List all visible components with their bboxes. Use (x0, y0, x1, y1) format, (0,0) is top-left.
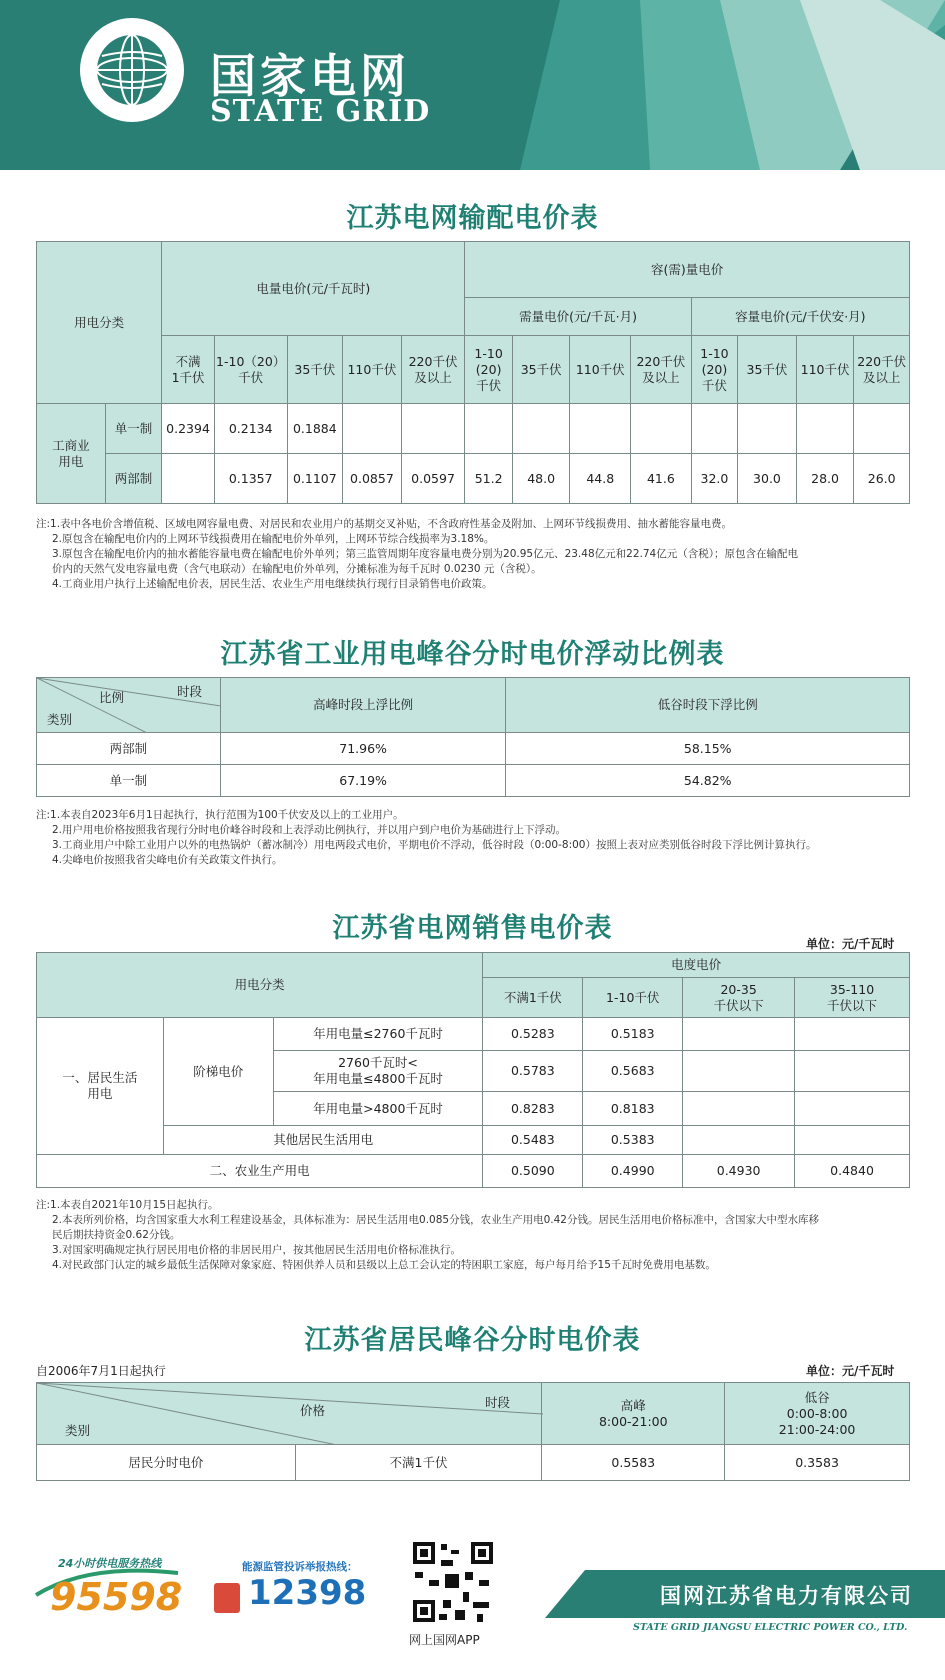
t2-corner-cell (37, 678, 221, 733)
t1-value: 44.8 (570, 454, 631, 504)
t4-peak-header: 高峰 8:00-21:00 (542, 1383, 725, 1445)
t1-value: 0.1357 (214, 454, 287, 504)
table4-title: 江苏省居民峰谷分时电价表 (304, 1325, 641, 1356)
t3-tier-name: 年用电量>4800千瓦时 (273, 1092, 483, 1126)
t3-value: 0.5183 (583, 1018, 683, 1051)
t2-row-label: 两部制 (37, 733, 221, 765)
t1-cap-col-header: 110千伏 (796, 336, 854, 404)
t1-value: 0.0857 (343, 454, 402, 504)
note-line: 价内的天然气发电容量电费（含气电联动）在输配电价外单列，分摊标准为每千瓦时 0.0230 元（含税）。 (52, 563, 542, 575)
table2-title: 江苏省工业用电峰谷分时电价浮动比例表 (220, 639, 725, 670)
t2-row-label: 单一制 (37, 765, 221, 797)
note-line: 注:1.表中各电价含增值税、区域电网容量电费、对居民和农业用户的基期交叉补贴，不含政府性基金及附加、上网环节线损费用、抽水蓄能容量电费。 (36, 518, 733, 530)
t1-energy-col-header: 220千伏 及以上 (401, 336, 465, 404)
note-line: 4.工商业用户执行上述输配电价表，居民生活、农业生产用电继续执行现行目录销售电价政策。 (52, 578, 493, 590)
t4-row-sub: 不满1千伏 (295, 1445, 542, 1481)
t3-value (795, 1051, 910, 1092)
t3-value: 0.5383 (583, 1126, 683, 1155)
t4-valley-header: 低谷 0:00-8:00 21:00-24:00 (725, 1383, 910, 1445)
t3-value (795, 1092, 910, 1126)
t1-value (738, 404, 797, 454)
brand-name-en: STATE GRID (210, 94, 431, 129)
note-line: 2.用户用电价格按照我省现行分时电价峰谷时段和上表浮动比例执行，并以用户到户电价为基础进行上下浮动。 (52, 824, 567, 836)
t1-cap-col-header: 1-10 (20) 千伏 (691, 336, 737, 404)
t2-valley-value: 58.15% (506, 733, 910, 765)
t1-value: 41.6 (631, 454, 692, 504)
t3-value: 0.4930 (683, 1155, 795, 1188)
note-line: 4.尖峰电价按照我省尖峰电价有关政策文件执行。 (52, 854, 283, 866)
t1-energy-col-header: 1-10（20） 千伏 (214, 336, 287, 404)
t1-value: 0.2394 (162, 404, 215, 454)
t1-demand-col-header: 220千伏 及以上 (631, 336, 692, 404)
t1-value: 0.1884 (287, 404, 343, 454)
t2-valley-header: 低谷时段下浮比例 (506, 678, 910, 733)
header-banner (0, 0, 945, 170)
energy-caption: 能源监管投诉举报热线： (242, 1561, 358, 1573)
t1-demand-col-header: 1-10 (20) 千伏 (465, 336, 512, 404)
note-line: 3.原包含在输配电价内的抽水蓄能容量电费在输配电价外单列；第三监管周期年度容量电费分别为20.95亿元、23.48亿元和22.74亿元（含税）；原包含在输配电 (52, 548, 798, 560)
t2-peak-header: 高峰时段上浮比例 (220, 678, 506, 733)
t3-value: 0.4840 (795, 1155, 910, 1188)
t3-value: 0.8183 (583, 1092, 683, 1126)
t1-group-label: 工商业 用电 (37, 404, 106, 504)
table1-title: 江苏电网输配电价表 (346, 203, 599, 234)
t1-energy-col-header: 35千伏 (287, 336, 343, 404)
t1-value: 48.0 (512, 454, 570, 504)
t1-value (465, 404, 512, 454)
t1-demand-price-header: 需量电价(元/千瓦·月) (465, 298, 691, 336)
t1-row-label: 两部制 (105, 454, 162, 504)
company-name-cn: 国网江苏省电力有限公司 (660, 1584, 913, 1608)
t3-value (683, 1051, 795, 1092)
note-line: 注:1.本表自2023年6月1日起执行，执行范围为100千伏安及以上的工业用户。 (36, 809, 404, 821)
state-grid-logo (80, 18, 184, 122)
t1-cap-col-header: 220千伏 及以上 (854, 336, 910, 404)
t3-col-header: 不满1千伏 (483, 978, 583, 1018)
t3-unit: 单位：元/千瓦时 (806, 937, 895, 951)
t1-energy-price-header: 电量电价(元/千瓦时) (162, 242, 465, 336)
t1-value (512, 404, 570, 454)
hotline-95598-badge (28, 1555, 188, 1625)
hotline-caption: 24小时供电服务热线 (58, 1557, 162, 1570)
t1-value: 30.0 (738, 454, 797, 504)
brand-name-cn: 国家电网 (210, 49, 410, 103)
app-qr-code (411, 1540, 495, 1624)
t4-unit: 单位：元/千瓦时 (806, 1364, 895, 1378)
plug-icon (214, 1583, 240, 1613)
t1-value: 51.2 (465, 454, 512, 504)
table3-title: 江苏省电网销售电价表 (332, 913, 613, 944)
app-caption: 网上国网APP (409, 1633, 480, 1647)
t3-tier-name: 年用电量≤2760千瓦时 (273, 1018, 483, 1051)
t1-value: 0.1107 (287, 454, 343, 504)
t1-value (570, 404, 631, 454)
note-line: 2.本表所列价格，均含国家重大水利工程建设基金，具体标准为：居民生活用电0.085分钱，农业生产用电0.42分钱。居民生活用电价格标准中，含国家大中型水库移 (52, 1214, 819, 1226)
t3-resident-label: 一、居民生活 用电 (37, 1018, 164, 1155)
t3-value (795, 1126, 910, 1155)
note-line: 注:1.本表自2021年10月15日起执行。 (36, 1199, 219, 1211)
retail-price-table (36, 952, 910, 1188)
table2-notes (36, 808, 916, 868)
t3-value: 0.5090 (483, 1155, 583, 1188)
t4-since: 自2006年7月1日起执行 (36, 1364, 166, 1378)
t3-tier-label: 阶梯电价 (163, 1018, 273, 1126)
t1-energy-col-header: 不满 1千伏 (162, 336, 215, 404)
t3-value: 0.4990 (583, 1155, 683, 1188)
t1-value: 28.0 (796, 454, 854, 504)
t3-value (683, 1126, 795, 1155)
t1-row-label: 单一制 (105, 404, 162, 454)
t3-value: 0.8283 (483, 1092, 583, 1126)
transmission-price-table (36, 241, 910, 504)
residential-tou-table (36, 1382, 910, 1481)
t2-peak-value: 67.19% (220, 765, 506, 797)
t1-value (691, 404, 737, 454)
t3-category-header: 用电分类 (37, 953, 483, 1018)
note-line: 民后期扶持资金0.62分钱。 (52, 1229, 181, 1241)
note-line: 3.工商业用户中除工业用户以外的电热锅炉（蓄冰制冷）用电两段式电价，平期电价不浮动，低谷时段（0:00-8:00）按照上表对应类别低谷时段下浮比例计算执行。 (52, 839, 817, 851)
t4-corner-type: 类别 (65, 1423, 91, 1438)
t1-cap-price-header: 容量电价(元/千伏安·月) (691, 298, 909, 336)
t1-cap-col-header: 35千伏 (738, 336, 797, 404)
t3-agri-label: 二、农业生产用电 (37, 1155, 483, 1188)
t3-value (683, 1092, 795, 1126)
table1-notes (36, 517, 916, 592)
t3-value: 0.5783 (483, 1051, 583, 1092)
hotline-number: 95598 (50, 1575, 183, 1619)
t1-value (401, 404, 465, 454)
note-line: 4.对民政部门认定的城乡最低生活保障对象家庭、特困供养人员和县级以上总工会认定的特困职工家庭，每户每月给予15千瓦时免费用电基数。 (52, 1259, 716, 1271)
t4-valley-value: 0.3583 (725, 1445, 910, 1481)
t1-category-header: 用电分类 (37, 242, 162, 404)
t1-energy-col-header: 110千伏 (343, 336, 402, 404)
t3-tier-name: 2760千瓦时< 年用电量≤4800千瓦时 (273, 1051, 483, 1092)
t3-value: 0.5283 (483, 1018, 583, 1051)
t3-col-header: 35-110 千伏以下 (795, 978, 910, 1018)
energy-number: 12398 (248, 1573, 367, 1613)
t3-degree-price-header: 电度电价 (483, 953, 910, 978)
t1-value (854, 404, 910, 454)
t3-value (795, 1018, 910, 1051)
t3-value: 0.5483 (483, 1126, 583, 1155)
t3-col-header: 20-35 千伏以下 (683, 978, 795, 1018)
t4-peak-value: 0.5583 (542, 1445, 725, 1481)
t1-value (162, 454, 215, 504)
t4-corner-cell (37, 1383, 542, 1445)
industrial-tou-ratio-table (36, 677, 910, 797)
t4-corner-period: 时段 (485, 1395, 511, 1410)
note-line: 3.对国家明确规定执行居民用电价格的非居民用户，按其他居民生活用电价格标准执行。 (52, 1244, 462, 1256)
t3-value (683, 1018, 795, 1051)
t4-corner-price: 价格 (300, 1403, 326, 1418)
t1-value: 0.2134 (214, 404, 287, 454)
t3-value: 0.5683 (583, 1051, 683, 1092)
t2-corner-type: 类别 (47, 712, 73, 727)
energy-hotline-badge (210, 1555, 380, 1625)
t1-value (631, 404, 692, 454)
t1-value: 32.0 (691, 454, 737, 504)
t2-valley-value: 54.82% (506, 765, 910, 797)
t1-value: 26.0 (854, 454, 910, 504)
table3-notes (36, 1198, 916, 1273)
t1-value (796, 404, 854, 454)
note-line: 2.原包含在输配电价内的上网环节线损费用在输配电价外单列，上网环节综合线损率为3.18%。 (52, 533, 495, 545)
t1-capacity-price-header: 容(需)量电价 (465, 242, 910, 298)
t2-peak-value: 71.96% (220, 733, 506, 765)
t4-row-label: 居民分时电价 (37, 1445, 296, 1481)
company-name-en: STATE GRID JIANGSU ELECTRIC POWER CO., LTD. (633, 1622, 908, 1633)
t1-value: 0.0597 (401, 454, 465, 504)
t3-other-label: 其他居民生活用电 (163, 1126, 483, 1155)
t2-corner-period: 时段 (177, 684, 203, 699)
t2-corner-ratio: 比例 (99, 690, 125, 705)
t1-demand-col-header: 110千伏 (570, 336, 631, 404)
t1-value (343, 404, 402, 454)
t3-col-header: 1-10千伏 (583, 978, 683, 1018)
t1-demand-col-header: 35千伏 (512, 336, 570, 404)
